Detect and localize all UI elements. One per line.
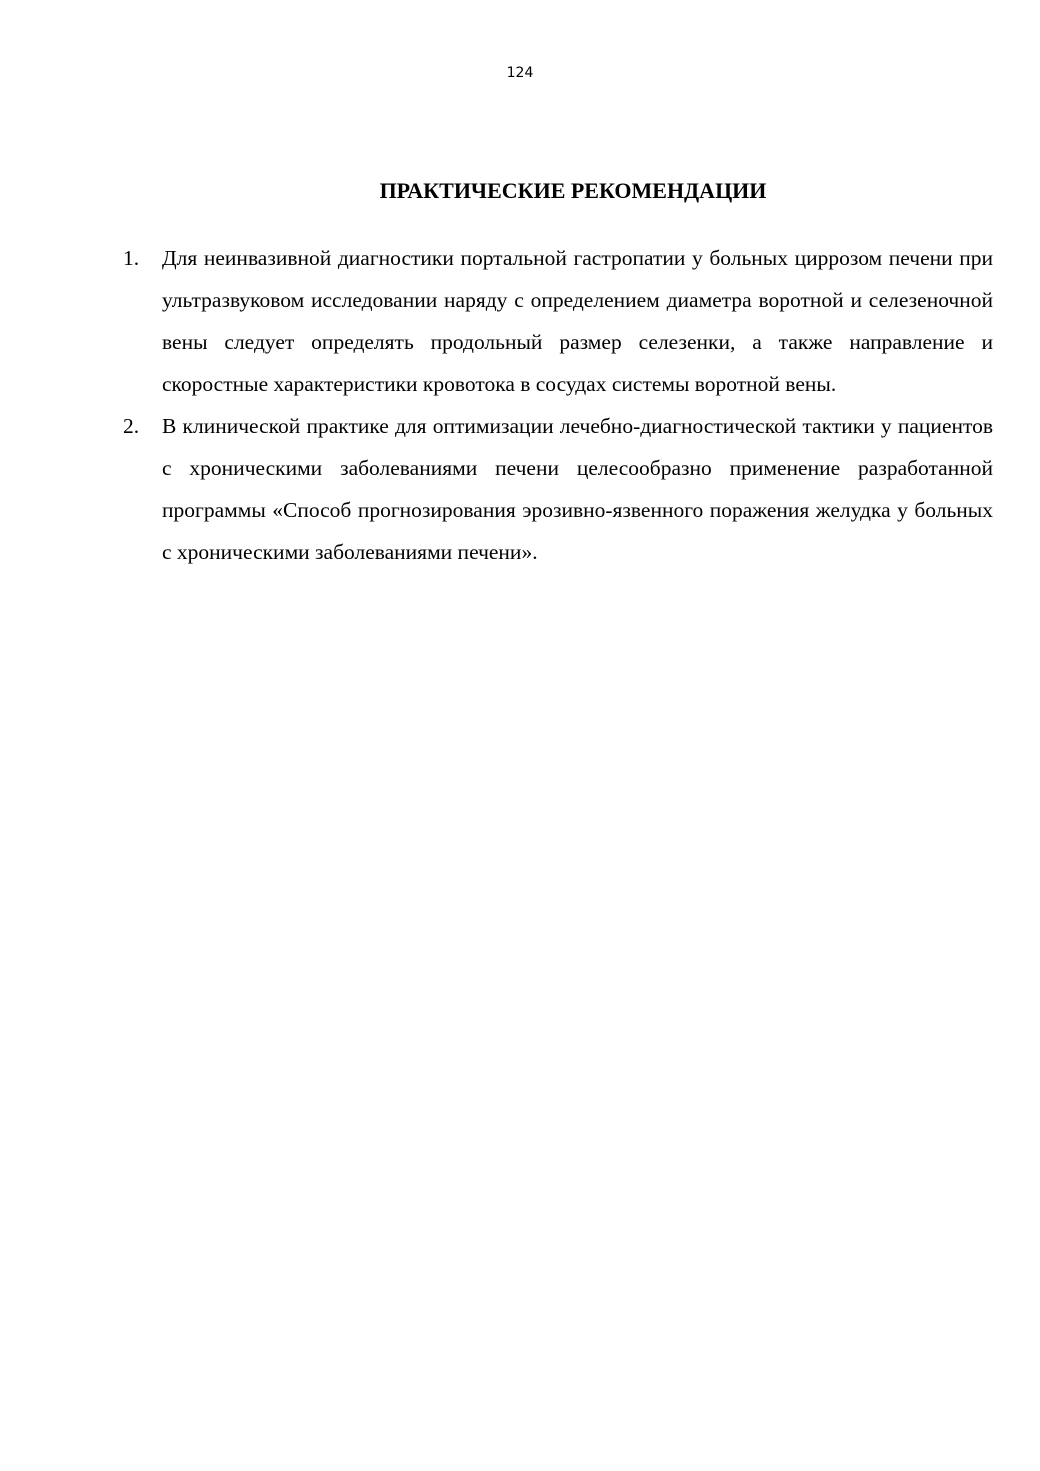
page-title: ПРАКТИЧЕСКИЕ РЕКОМЕНДАЦИИ: [379, 178, 767, 203]
recommendation-number: 2.: [123, 414, 140, 438]
recommendation-text: В клинической практике для оптимизации лечебно-диагностической тактики у пациентов с хроническими заболеваниями печени целесообразно применение разработанной программы «Способ прогнозирования эрозивно-язвенного поражения желудка у больных с хроническими заболеваниями печени».: [162, 414, 993, 564]
recommendation-item: [123, 237, 993, 405]
recommendation-item: [123, 405, 993, 573]
recommendation-text: Для неинвазивной диагностики портальной гастропатии у больных циррозом печени при ультразвуковом исследовании наряду с определением диаметра воротной и селезеночной вены следует определять продольный размер селезенки, а также направление и скоростные характеристики кровотока в сосудах системы воротной вены.: [162, 246, 993, 396]
recommendation-number: 1.: [123, 246, 140, 270]
recommendations-list: [123, 237, 993, 573]
page-number: 124: [506, 65, 534, 81]
